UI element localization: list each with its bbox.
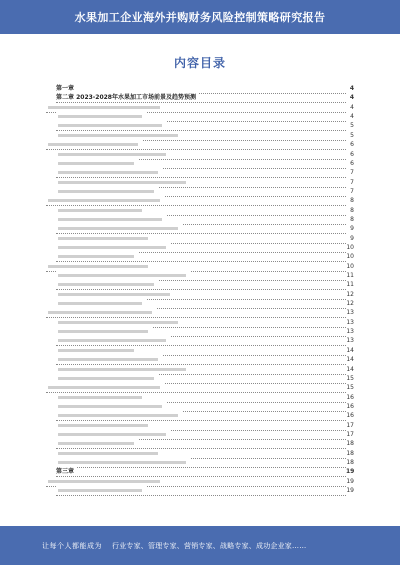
toc-entry-title-placeholder [58, 283, 154, 286]
toc-entry[interactable] [32, 215, 354, 224]
toc-page-number: 5 [350, 131, 354, 139]
toc-entry-title-placeholder [58, 190, 154, 193]
footer-roles: 行业专家、管理专家、营销专家、战略专家、成功企业家…… [112, 541, 307, 550]
toc-entry[interactable] [32, 383, 354, 392]
toc-entry[interactable] [32, 421, 354, 430]
toc-page-number: 18 [346, 440, 354, 448]
toc-entry[interactable] [32, 458, 354, 467]
toc-title: 内容目录 [173, 56, 226, 70]
toc-page-number: 8 [350, 197, 354, 205]
toc-entry[interactable] [32, 234, 354, 243]
toc-entry[interactable] [32, 196, 354, 205]
toc-entry[interactable] [32, 150, 354, 159]
toc-entry[interactable] [32, 439, 354, 448]
toc-page-number: 13 [346, 318, 354, 326]
toc-entry-title-placeholder [48, 386, 160, 389]
toc-page-number: 10 [346, 253, 354, 261]
toc-page-number: 14 [346, 346, 354, 354]
toc-entry[interactable] [32, 365, 354, 374]
toc-entry-title-placeholder [58, 246, 166, 249]
toc-entry-title-placeholder [48, 106, 160, 109]
toc-entry[interactable] [32, 402, 354, 411]
toc-page-number: 6 [350, 150, 354, 158]
toc-entry-title-placeholder [58, 227, 178, 230]
toc-page-number: 6 [350, 141, 354, 149]
toc-entry[interactable] [32, 93, 354, 102]
toc-page-number: 16 [346, 412, 354, 420]
toc-entry-title-placeholder [58, 153, 166, 156]
toc-entry[interactable] [32, 224, 354, 233]
toc-entry-title-placeholder [58, 358, 158, 361]
toc-entry[interactable] [32, 308, 354, 317]
toc-page-number: 15 [346, 374, 354, 382]
toc-entry-title-placeholder [58, 442, 134, 445]
toc-entry-title-placeholder [48, 199, 160, 202]
toc-page-number: 14 [346, 365, 354, 373]
toc-page-number: 13 [346, 309, 354, 317]
toc-page-number: 11 [346, 272, 354, 279]
toc-page-number: 19 [346, 468, 355, 476]
toc-page-number: 4 [350, 113, 354, 120]
toc-entry-title: 第三章 [56, 468, 75, 476]
toc-page-number: 4 [349, 85, 354, 92]
toc-entry-title-placeholder [48, 143, 138, 146]
toc-page-number: 18 [346, 459, 354, 466]
toc-entry-title-placeholder [58, 302, 142, 305]
toc-page-number: 11 [346, 281, 354, 289]
toc-entry[interactable] [32, 374, 354, 383]
toc-entry-title-placeholder [58, 134, 178, 137]
toc-entry-title-placeholder [58, 209, 142, 212]
table-of-contents [32, 84, 354, 498]
toc-page-number: 4 [350, 103, 354, 111]
toc-page-number: 12 [346, 300, 354, 307]
toc-page-number: 14 [346, 356, 354, 364]
toc-entry[interactable] [32, 327, 354, 336]
toc-entry[interactable] [32, 271, 354, 280]
toc-entry-title-placeholder [58, 171, 158, 174]
toc-entry-title-placeholder [58, 405, 162, 408]
toc-entry[interactable] [32, 486, 354, 495]
toc-entry-title-placeholder [58, 377, 154, 380]
toc-entry[interactable] [32, 299, 354, 308]
toc-entry-title-placeholder [58, 489, 142, 492]
toc-entry-title-placeholder [58, 424, 148, 427]
toc-entry[interactable] [32, 140, 354, 149]
toc-page-number: 7 [350, 187, 354, 195]
toc-entry[interactable] [32, 336, 354, 345]
toc-entry-title-placeholder [58, 396, 142, 399]
toc-entry-title: 第一章 [56, 85, 75, 92]
toc-entry[interactable] [32, 84, 354, 93]
toc-entry-title-placeholder [48, 480, 160, 483]
toc-page-number: 10 [346, 243, 354, 251]
toc-page-number: 7 [350, 178, 354, 186]
toc-entry[interactable] [32, 178, 354, 187]
toc-entry[interactable] [32, 168, 354, 177]
toc-entry[interactable] [32, 243, 354, 252]
toc-entry[interactable] [32, 318, 354, 327]
toc-entry[interactable] [32, 187, 354, 196]
toc-page-number: 15 [346, 384, 354, 392]
toc-page-number: 8 [350, 215, 354, 223]
toc-entry[interactable] [32, 393, 354, 402]
toc-page-number: 19 [346, 487, 354, 495]
toc-entry[interactable] [32, 103, 354, 112]
toc-page-number: 5 [350, 122, 354, 130]
toc-entry-title-placeholder [58, 293, 170, 296]
toc-entry[interactable] [32, 252, 354, 261]
toc-page-number: 19 [346, 477, 354, 485]
toc-entry-title-placeholder [58, 321, 178, 324]
toc-entry[interactable] [32, 262, 354, 271]
toc-entry[interactable] [32, 290, 354, 299]
toc-entry-title-placeholder [58, 274, 186, 277]
toc-entry-title: 第二章 2023-2028年水果加工市场前景及趋势预测 [56, 94, 196, 102]
footer-slogan: 让每个人都能成为 [42, 541, 102, 550]
toc-page-number: 13 [346, 337, 354, 345]
toc-entry-title-placeholder [58, 368, 186, 371]
toc-page-number: 7 [350, 169, 354, 177]
report-header [0, 0, 400, 34]
toc-entry-title-placeholder [58, 218, 162, 221]
toc-page-number: 17 [346, 421, 354, 429]
toc-page-number: 16 [346, 393, 354, 401]
toc-entry[interactable] [32, 121, 354, 130]
toc-entry[interactable] [32, 449, 354, 458]
toc-entry-title-placeholder [58, 461, 186, 464]
toc-page-number: 17 [346, 430, 354, 438]
toc-entry[interactable] [32, 131, 354, 140]
toc-entry-title-placeholder [48, 311, 152, 314]
toc-entry-title-placeholder [58, 162, 134, 165]
toc-entry-title-placeholder [58, 339, 166, 342]
toc-page-number: 10 [346, 262, 354, 270]
toc-entry[interactable] [32, 430, 354, 439]
toc-entry-title-placeholder [58, 349, 134, 352]
toc-entry-title-placeholder [58, 181, 186, 184]
toc-entry-title-placeholder [48, 265, 148, 268]
toc-entry-title-placeholder [58, 330, 148, 333]
toc-entry-title-placeholder [58, 255, 134, 258]
toc-entry-title-placeholder [58, 115, 142, 118]
toc-page-number: 9 [350, 225, 354, 233]
toc-page-number: 9 [350, 234, 354, 242]
toc-entry-title-placeholder [58, 124, 162, 127]
toc-entry[interactable] [32, 159, 354, 168]
toc-page-number: 18 [346, 449, 354, 457]
toc-entry[interactable] [32, 346, 354, 355]
toc-entry-title-placeholder [58, 237, 148, 240]
toc-entry[interactable] [32, 206, 354, 215]
toc-entry[interactable] [32, 280, 354, 289]
toc-entry[interactable] [32, 477, 354, 486]
toc-page-number: 16 [346, 402, 354, 410]
toc-entry-title-placeholder [58, 452, 158, 455]
report-title: 水果加工企业海外并购财务风险控制策略研究报告 [74, 11, 326, 24]
page-footer [0, 526, 400, 565]
toc-page-number: 6 [350, 159, 354, 167]
toc-page-number: 13 [346, 328, 354, 336]
toc-entry-title-placeholder [58, 414, 178, 417]
toc-page-number: 8 [350, 206, 354, 214]
toc-entry[interactable] [32, 467, 354, 476]
toc-entry[interactable] [32, 112, 354, 121]
toc-entry[interactable] [32, 411, 354, 420]
toc-entry-title-placeholder [58, 433, 166, 436]
toc-page-number: 12 [346, 290, 354, 298]
toc-entry[interactable] [32, 355, 354, 364]
toc-page-number: 4 [349, 94, 354, 102]
